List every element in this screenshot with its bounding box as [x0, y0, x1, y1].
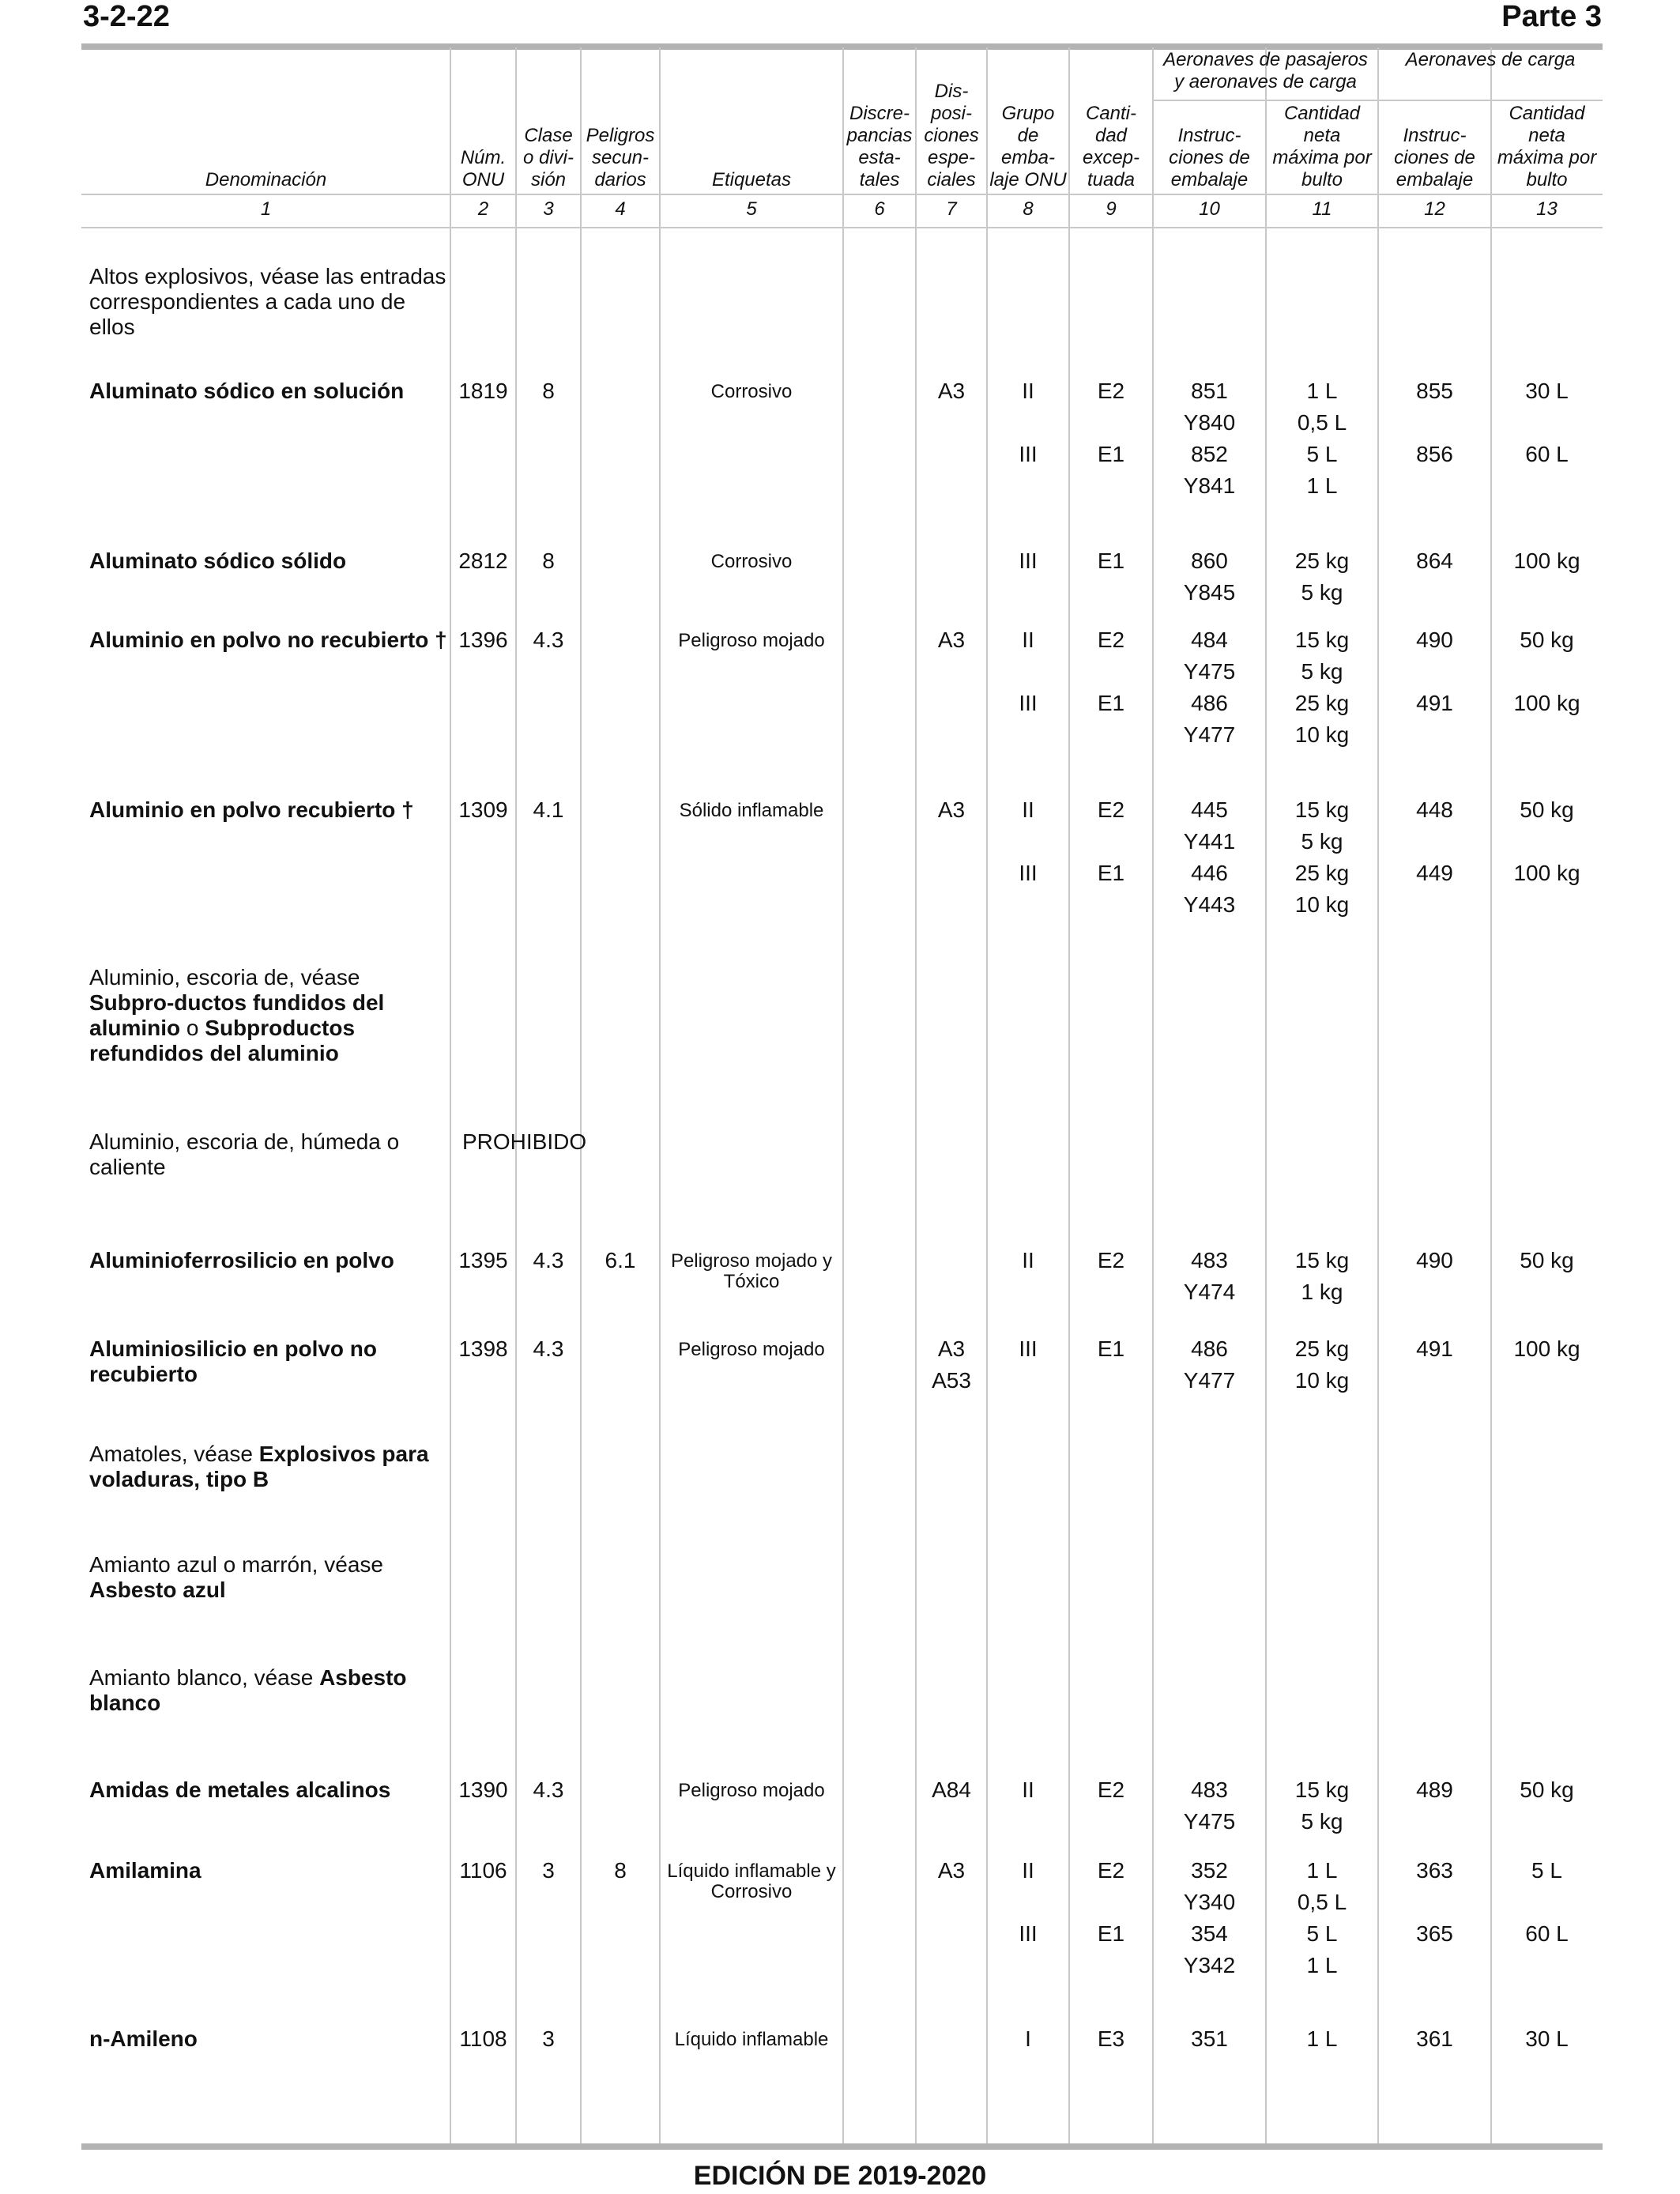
hazard-label: Sólido inflamable: [679, 800, 824, 821]
passenger-max-net-quantity: 15 kg: [1294, 1248, 1350, 1272]
column-header: Canti- dad excep- tuada: [1082, 103, 1140, 190]
cargo-packing-instruction: 363: [1416, 1858, 1453, 1883]
hazard-label: Peligroso mojado: [678, 1780, 825, 1801]
passenger-max-net-quantity: 5 kg: [1301, 659, 1343, 684]
passenger-max-net-quantity: 1 L: [1306, 379, 1338, 403]
column-divider: [450, 47, 451, 2143]
cargo-max-net-quantity: 50 kg: [1520, 628, 1574, 652]
passenger-aircraft-header: Aeronaves de pasajeros y aeronaves de carga: [1163, 49, 1368, 92]
page-header: [83, 0, 1602, 38]
passenger-max-net-quantity: 1 L: [1306, 2026, 1338, 2051]
packing-group: III: [1019, 1921, 1038, 1946]
column-divider: [842, 47, 844, 2143]
passenger-max-net-quantity: 1 L: [1306, 1953, 1338, 1977]
hazard-label: Peligroso mojado: [678, 630, 825, 651]
excepted-quantity: E2: [1097, 1248, 1125, 1272]
column-header: Cantidad neta máxima por bulto: [1497, 103, 1597, 190]
column-header: Instruc- ciones de embalaje: [1394, 125, 1475, 190]
class-division: 3: [542, 1858, 555, 1883]
column-divider: [515, 47, 517, 2143]
passenger-max-net-quantity: 1 L: [1306, 473, 1338, 498]
column-number: 7: [946, 198, 957, 220]
cargo-packing-instruction: 855: [1416, 379, 1453, 403]
class-division: 8: [542, 548, 555, 573]
passenger-packing-instruction: Y841: [1183, 473, 1236, 498]
packing-group: II: [1022, 797, 1034, 822]
substance-name-part: n-Amileno: [89, 2026, 198, 2051]
packing-group: II: [1022, 1248, 1034, 1272]
substance-name-part: Asbesto azul: [89, 1578, 226, 1602]
passenger-packing-instruction: Y342: [1183, 1953, 1236, 1977]
cargo-packing-instruction: 491: [1416, 1336, 1453, 1361]
passenger-max-net-quantity: 5 kg: [1301, 829, 1343, 854]
column-number: 9: [1106, 198, 1117, 220]
cargo-max-net-quantity: 30 L: [1525, 379, 1569, 403]
column-header: Peligros secun- darios: [586, 125, 655, 190]
part-label: Parte 3: [1501, 0, 1602, 33]
passenger-packing-instruction: 483: [1191, 1777, 1228, 1802]
hazard-label: Líquido inflamable y Corrosivo: [667, 1860, 836, 1902]
class-division: 4.3: [533, 628, 564, 652]
passenger-packing-instruction: 445: [1191, 797, 1228, 822]
passenger-max-net-quantity: 5 L: [1306, 442, 1338, 466]
passenger-max-net-quantity: 1 L: [1306, 1858, 1338, 1883]
substance-name: [89, 1665, 449, 1716]
passenger-max-net-quantity: 15 kg: [1294, 797, 1350, 822]
passenger-max-net-quantity: 0,5 L: [1297, 410, 1347, 435]
excepted-quantity: E2: [1097, 1858, 1125, 1883]
substance-name-part: Explosivos para voladuras, tipo B: [89, 1442, 429, 1491]
column-header: Discre- pancias esta- tales: [846, 103, 913, 190]
column-divider: [580, 47, 582, 2143]
passenger-max-net-quantity: 15 kg: [1294, 1777, 1350, 1802]
packing-group: III: [1019, 691, 1038, 715]
un-number: 1106: [459, 1858, 507, 1883]
substance-name: [89, 379, 449, 404]
substance-name-part: Amidas de metales alcalinos: [89, 1777, 391, 1802]
header-divider: [81, 227, 1603, 228]
hazard-label: Peligroso mojado: [678, 1339, 825, 1360]
substance-name-part: Subpro-ductos fundidos del aluminio: [89, 990, 385, 1040]
column-header: Denominación: [205, 169, 327, 190]
substance-name: [89, 1336, 449, 1387]
passenger-packing-instruction: Y477: [1183, 722, 1236, 747]
column-header: Núm. ONU: [460, 147, 507, 190]
substance-name: [89, 264, 449, 340]
substance-name-part: Aluminio en polvo no recubierto †: [89, 628, 447, 652]
cargo-max-net-quantity: 60 L: [1525, 1921, 1569, 1946]
secondary-hazard: 8: [614, 1858, 627, 1883]
special-provision: A53: [932, 1368, 971, 1393]
excepted-quantity: E2: [1097, 797, 1125, 822]
un-number: 1395: [458, 1248, 508, 1272]
passenger-packing-instruction: 483: [1191, 1248, 1228, 1272]
column-number: 13: [1536, 198, 1558, 220]
substance-name-part: Altos explosivos, véase las entradas correspondientes a cada uno de ellos: [89, 264, 446, 339]
passenger-max-net-quantity: 10 kg: [1294, 1368, 1350, 1393]
column-number: 12: [1424, 198, 1445, 220]
passenger-packing-instruction: Y475: [1183, 1809, 1236, 1834]
passenger-packing-instruction: Y840: [1183, 410, 1236, 435]
cargo-max-net-quantity: 50 kg: [1520, 1248, 1574, 1272]
passenger-max-net-quantity: 25 kg: [1294, 861, 1350, 885]
packing-group: II: [1022, 379, 1034, 403]
passenger-max-net-quantity: 25 kg: [1294, 548, 1350, 573]
substance-name-part: Aluminiosilicio en polvo no recubierto: [89, 1336, 378, 1386]
passenger-packing-instruction: 852: [1191, 442, 1228, 466]
class-division: 4.3: [533, 1248, 564, 1272]
un-number: 1108: [459, 2026, 507, 2051]
substance-name-part: Aluminio en polvo recubierto †: [89, 797, 414, 822]
header-divider: [81, 194, 1603, 195]
header-divider: [1153, 100, 1603, 101]
excepted-quantity: E1: [1097, 861, 1125, 885]
packing-group: II: [1022, 1777, 1034, 1802]
excepted-quantity: E1: [1097, 548, 1125, 573]
excepted-quantity: E3: [1097, 2026, 1125, 2051]
special-provision: A3: [937, 379, 966, 403]
excepted-quantity: E2: [1097, 628, 1125, 652]
column-divider: [1490, 47, 1492, 2143]
passenger-max-net-quantity: 1 kg: [1301, 1280, 1343, 1304]
substance-name: [89, 1248, 449, 1273]
excepted-quantity: E1: [1097, 1336, 1125, 1361]
substance-name: [89, 1777, 449, 1803]
cargo-max-net-quantity: 100 kg: [1513, 861, 1580, 885]
passenger-packing-instruction: Y340: [1183, 1890, 1236, 1914]
class-division: 4.3: [533, 1777, 564, 1802]
passenger-max-net-quantity: 10 kg: [1294, 892, 1350, 917]
substance-name-part: Aluminioferrosilicio en polvo: [89, 1248, 394, 1272]
passenger-packing-instruction: 351: [1191, 2026, 1228, 2051]
cargo-packing-instruction: 490: [1416, 628, 1453, 652]
excepted-quantity: E1: [1097, 1921, 1125, 1946]
cargo-max-net-quantity: 100 kg: [1513, 1336, 1580, 1361]
column-number: 11: [1312, 198, 1332, 220]
packing-group: III: [1019, 1336, 1038, 1361]
cargo-packing-instruction: 491: [1416, 691, 1453, 715]
passenger-packing-instruction: Y477: [1183, 1368, 1236, 1393]
column-divider: [659, 47, 661, 2143]
cargo-packing-instruction: 449: [1416, 861, 1453, 885]
substance-name-part: Aluminato sódico en solución: [89, 379, 405, 403]
passenger-packing-instruction: 486: [1191, 1336, 1228, 1361]
column-divider: [1068, 47, 1070, 2143]
cargo-max-net-quantity: 30 L: [1525, 2026, 1569, 2051]
cargo-max-net-quantity: 60 L: [1525, 442, 1569, 466]
hazard-label: Peligroso mojado y Tóxico: [670, 1250, 833, 1292]
passenger-packing-instruction: Y845: [1183, 580, 1236, 605]
passenger-packing-instruction: 354: [1191, 1921, 1228, 1946]
excepted-quantity: E2: [1097, 1777, 1125, 1802]
substance-name-part: Aluminio, escoria de, húmeda o caliente: [89, 1129, 400, 1179]
column-header: Clase o divi- sión: [522, 125, 574, 190]
passenger-packing-instruction: 484: [1191, 628, 1228, 652]
substance-name-part: Aluminio, escoria de, véase: [89, 965, 360, 990]
cargo-aircraft-header: Aeronaves de carga: [1405, 49, 1576, 70]
special-provision: A3: [937, 1336, 966, 1361]
packing-group: II: [1022, 1858, 1034, 1883]
column-header: Cantidad neta máxima por bulto: [1272, 103, 1372, 190]
substance-name-part: Amianto azul o marrón, véase: [89, 1552, 383, 1577]
class-division: 4.1: [533, 797, 564, 822]
substance-name-part: Amilamina: [89, 1858, 202, 1883]
passenger-max-net-quantity: 25 kg: [1294, 691, 1350, 715]
passenger-max-net-quantity: 0,5 L: [1297, 1890, 1347, 1914]
substance-name: [89, 548, 449, 574]
excepted-quantity: E1: [1097, 442, 1125, 466]
class-division: 3: [542, 2026, 555, 2051]
cargo-packing-instruction: 490: [1416, 1248, 1453, 1272]
substance-name: [89, 1442, 449, 1492]
excepted-quantity: E1: [1097, 691, 1125, 715]
column-number: 4: [615, 198, 626, 220]
cargo-max-net-quantity: 5 L: [1531, 1858, 1562, 1883]
substance-name-part: Amianto blanco, véase: [89, 1665, 320, 1690]
bottom-rule: [81, 2143, 1603, 2150]
packing-group: I: [1025, 2026, 1031, 2051]
substance-name-part: Aluminato sódico sólido: [89, 548, 347, 573]
special-provision: A3: [937, 797, 966, 822]
passenger-packing-instruction: 851: [1191, 379, 1228, 403]
substance-name: [89, 1552, 449, 1603]
page-number: 3-2-22: [83, 0, 170, 33]
special-provision: A3: [937, 628, 966, 652]
substance-name: [89, 628, 449, 653]
packing-group: III: [1019, 861, 1038, 885]
column-header: Instruc- ciones de embalaje: [1169, 125, 1250, 190]
substance-name: [89, 965, 449, 1066]
hazard-label: Líquido inflamable: [674, 2029, 829, 2050]
column-header: Grupo de emba- laje ONU: [989, 103, 1067, 190]
column-number: 3: [543, 198, 554, 220]
passenger-max-net-quantity: 25 kg: [1294, 1336, 1350, 1361]
column-number: 5: [746, 198, 757, 220]
hazard-label: Corrosivo: [710, 551, 793, 572]
passenger-max-net-quantity: 15 kg: [1294, 628, 1350, 652]
passenger-packing-instruction: 446: [1191, 861, 1228, 885]
substance-name-part: Amatoles, véase: [89, 1442, 259, 1466]
column-divider: [986, 47, 988, 2143]
cargo-packing-instruction: 864: [1416, 548, 1453, 573]
cargo-packing-instruction: 361: [1416, 2026, 1453, 2051]
cargo-packing-instruction: 856: [1416, 442, 1453, 466]
column-number: 2: [477, 198, 489, 220]
secondary-hazard: 6.1: [605, 1248, 636, 1272]
un-number: 1819: [458, 379, 508, 403]
hazard-label: Corrosivo: [710, 381, 793, 402]
substance-name: [89, 1858, 449, 1883]
column-header: Etiquetas: [711, 169, 792, 190]
un-number: 2812: [458, 548, 508, 573]
un-number: 1309: [458, 797, 508, 822]
packing-group: III: [1019, 548, 1038, 573]
cargo-packing-instruction: 365: [1416, 1921, 1453, 1946]
passenger-max-net-quantity: 10 kg: [1294, 722, 1350, 747]
passenger-packing-instruction: Y475: [1183, 659, 1236, 684]
packing-group: II: [1022, 628, 1034, 652]
un-number: 1396: [458, 628, 508, 652]
passenger-max-net-quantity: 5 kg: [1301, 580, 1343, 605]
prohibited-note: PROHIBIDO: [462, 1129, 587, 1154]
edition-footer: EDICIÓN DE 2019-2020: [693, 2161, 987, 2191]
packing-group: III: [1019, 442, 1038, 466]
substance-name-part: o: [180, 1016, 205, 1040]
passenger-packing-instruction: 352: [1191, 1858, 1228, 1883]
substance-name: [89, 1129, 449, 1180]
special-provision: A3: [937, 1858, 966, 1883]
cargo-max-net-quantity: 50 kg: [1520, 1777, 1574, 1802]
column-number: 10: [1199, 198, 1220, 220]
substance-name: [89, 2026, 449, 2052]
substance-name-part: Asbesto blanco: [89, 1665, 407, 1715]
un-number: 1390: [458, 1777, 508, 1802]
column-divider: [915, 47, 917, 2143]
passenger-max-net-quantity: 5 kg: [1301, 1809, 1343, 1834]
cargo-max-net-quantity: 100 kg: [1513, 548, 1580, 573]
substance-name: [89, 797, 449, 823]
passenger-packing-instruction: 486: [1191, 691, 1228, 715]
column-header: Dis- posi- ciones espe- ciales: [924, 81, 979, 190]
cargo-packing-instruction: 489: [1416, 1777, 1453, 1802]
substance-name-part: Subproductos refundidos del aluminio: [89, 1016, 356, 1065]
passenger-max-net-quantity: 5 L: [1306, 1921, 1338, 1946]
special-provision: A84: [932, 1777, 971, 1802]
un-number: 1398: [458, 1336, 508, 1361]
column-number: 6: [874, 198, 885, 220]
class-division: 4.3: [533, 1336, 564, 1361]
passenger-packing-instruction: Y443: [1183, 892, 1236, 917]
excepted-quantity: E2: [1097, 379, 1125, 403]
passenger-packing-instruction: 860: [1191, 548, 1228, 573]
column-number: 1: [260, 198, 272, 220]
passenger-packing-instruction: Y441: [1183, 829, 1236, 854]
class-division: 8: [542, 379, 555, 403]
cargo-max-net-quantity: 50 kg: [1520, 797, 1574, 822]
column-number: 8: [1023, 198, 1034, 220]
cargo-max-net-quantity: 100 kg: [1513, 691, 1580, 715]
passenger-packing-instruction: Y474: [1183, 1280, 1236, 1304]
cargo-packing-instruction: 448: [1416, 797, 1453, 822]
